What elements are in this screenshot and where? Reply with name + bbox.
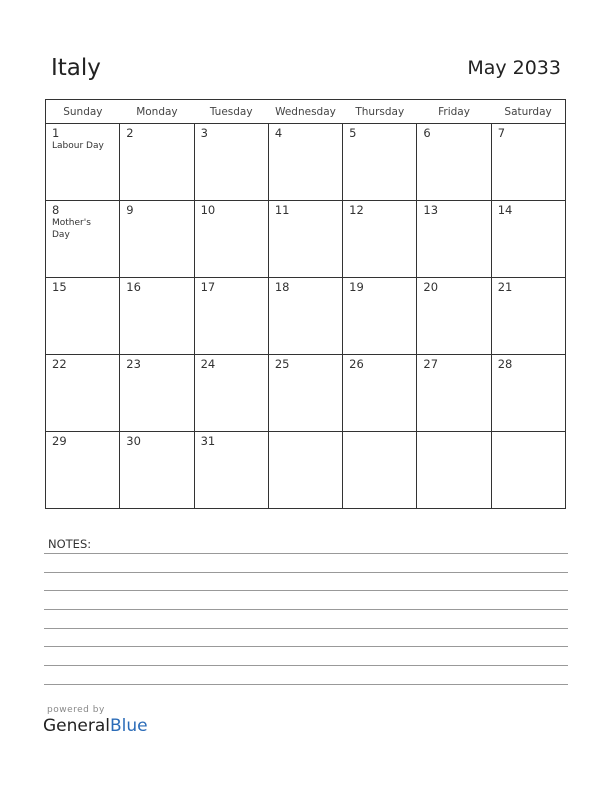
day-number: 17: [200, 280, 216, 294]
holiday-label: Labour Day: [52, 141, 104, 151]
calendar-grid: [45, 99, 566, 509]
day-cell: [343, 278, 417, 355]
day-cell: [46, 432, 120, 509]
day-cell: [417, 201, 491, 278]
day-cell-empty: [343, 432, 417, 509]
day-cell: [491, 278, 565, 355]
day-cell-empty: [417, 432, 491, 509]
note-line: [44, 609, 568, 610]
day-cell: [491, 355, 565, 432]
day-cell: [268, 124, 342, 201]
day-number: 1: [52, 126, 60, 140]
day-cell: [491, 201, 565, 278]
weekday-friday: Friday: [417, 100, 491, 124]
week-row: [46, 201, 566, 278]
day-cell: [417, 124, 491, 201]
day-cell: [491, 124, 565, 201]
day-number: 18: [274, 280, 290, 294]
day-number: 5: [349, 126, 357, 140]
day-cell: [120, 201, 194, 278]
day-number: 21: [497, 280, 513, 294]
note-line: [44, 684, 568, 685]
weekday-tuesday: Tuesday: [194, 100, 268, 124]
week-row: [46, 432, 566, 509]
day-number: 16: [126, 280, 141, 294]
day-cell-empty: [268, 432, 342, 509]
note-line: [44, 665, 568, 666]
weekday-saturday: Saturday: [491, 100, 565, 124]
week-row: [46, 124, 566, 201]
day-cell: [417, 355, 491, 432]
day-cell: [417, 278, 491, 355]
day-number: 12: [349, 203, 364, 217]
day-number: 31: [200, 434, 216, 448]
day-cell: [343, 124, 417, 201]
day-cell: [194, 124, 268, 201]
notes-label: NOTES:: [48, 537, 92, 551]
day-number: 23: [126, 357, 141, 371]
day-cell: [343, 355, 417, 432]
day-number: 8: [52, 203, 60, 217]
weekday-monday: Monday: [120, 100, 194, 124]
note-line: [44, 572, 568, 573]
weekday-header-row: [46, 100, 566, 124]
brand-general: General: [43, 716, 110, 736]
generalblue-logo[interactable]: [43, 716, 148, 736]
day-number: 15: [52, 280, 67, 294]
day-number: 11: [274, 203, 290, 217]
day-cell: [268, 201, 342, 278]
day-number: 3: [200, 126, 208, 140]
powered-by-text: powered by: [47, 705, 105, 715]
day-cell: [120, 432, 194, 509]
day-number: 27: [423, 357, 439, 371]
weekday-wednesday: Wednesday: [268, 100, 342, 124]
day-number: 14: [497, 203, 513, 217]
day-number: 28: [497, 357, 513, 371]
note-line: [44, 628, 568, 629]
day-cell: [194, 432, 268, 509]
day-number: 22: [52, 357, 67, 371]
week-row: [46, 355, 566, 432]
day-number: 29: [52, 434, 67, 448]
day-cell: [268, 355, 342, 432]
day-number: 13: [423, 203, 439, 217]
day-number: 30: [126, 434, 141, 448]
note-line: [44, 553, 568, 554]
day-number: 26: [349, 357, 364, 371]
day-cell: [46, 124, 120, 201]
weekday-sunday: Sunday: [46, 100, 120, 124]
day-cell: [120, 278, 194, 355]
day-cell: [194, 278, 268, 355]
day-cell: [46, 355, 120, 432]
day-number: 25: [274, 357, 290, 371]
weekday-thursday: Thursday: [343, 100, 417, 124]
day-cell: [120, 355, 194, 432]
day-cell-empty: [491, 432, 565, 509]
note-line: [44, 646, 568, 647]
day-number: 20: [423, 280, 439, 294]
day-number: 7: [497, 126, 506, 140]
day-cell: [120, 124, 194, 201]
day-number: 9: [126, 203, 134, 217]
day-cell: [194, 355, 268, 432]
day-number: 19: [349, 280, 364, 294]
day-number: 4: [274, 126, 283, 140]
day-number: 6: [423, 126, 431, 140]
day-cell: [343, 201, 417, 278]
country-title: Italy: [51, 55, 101, 81]
day-number: 10: [200, 203, 216, 217]
week-row: [46, 278, 566, 355]
day-cell: [268, 278, 342, 355]
brand-blue: Blue: [110, 716, 148, 736]
day-number: 24: [200, 357, 216, 371]
day-cell: [46, 201, 120, 278]
month-year-title: May 2033: [467, 57, 561, 79]
day-cell: [194, 201, 268, 278]
note-line: [44, 590, 568, 591]
day-cell: [46, 278, 120, 355]
holiday-label: Mother's Day: [52, 218, 91, 240]
day-number: 2: [126, 126, 134, 140]
